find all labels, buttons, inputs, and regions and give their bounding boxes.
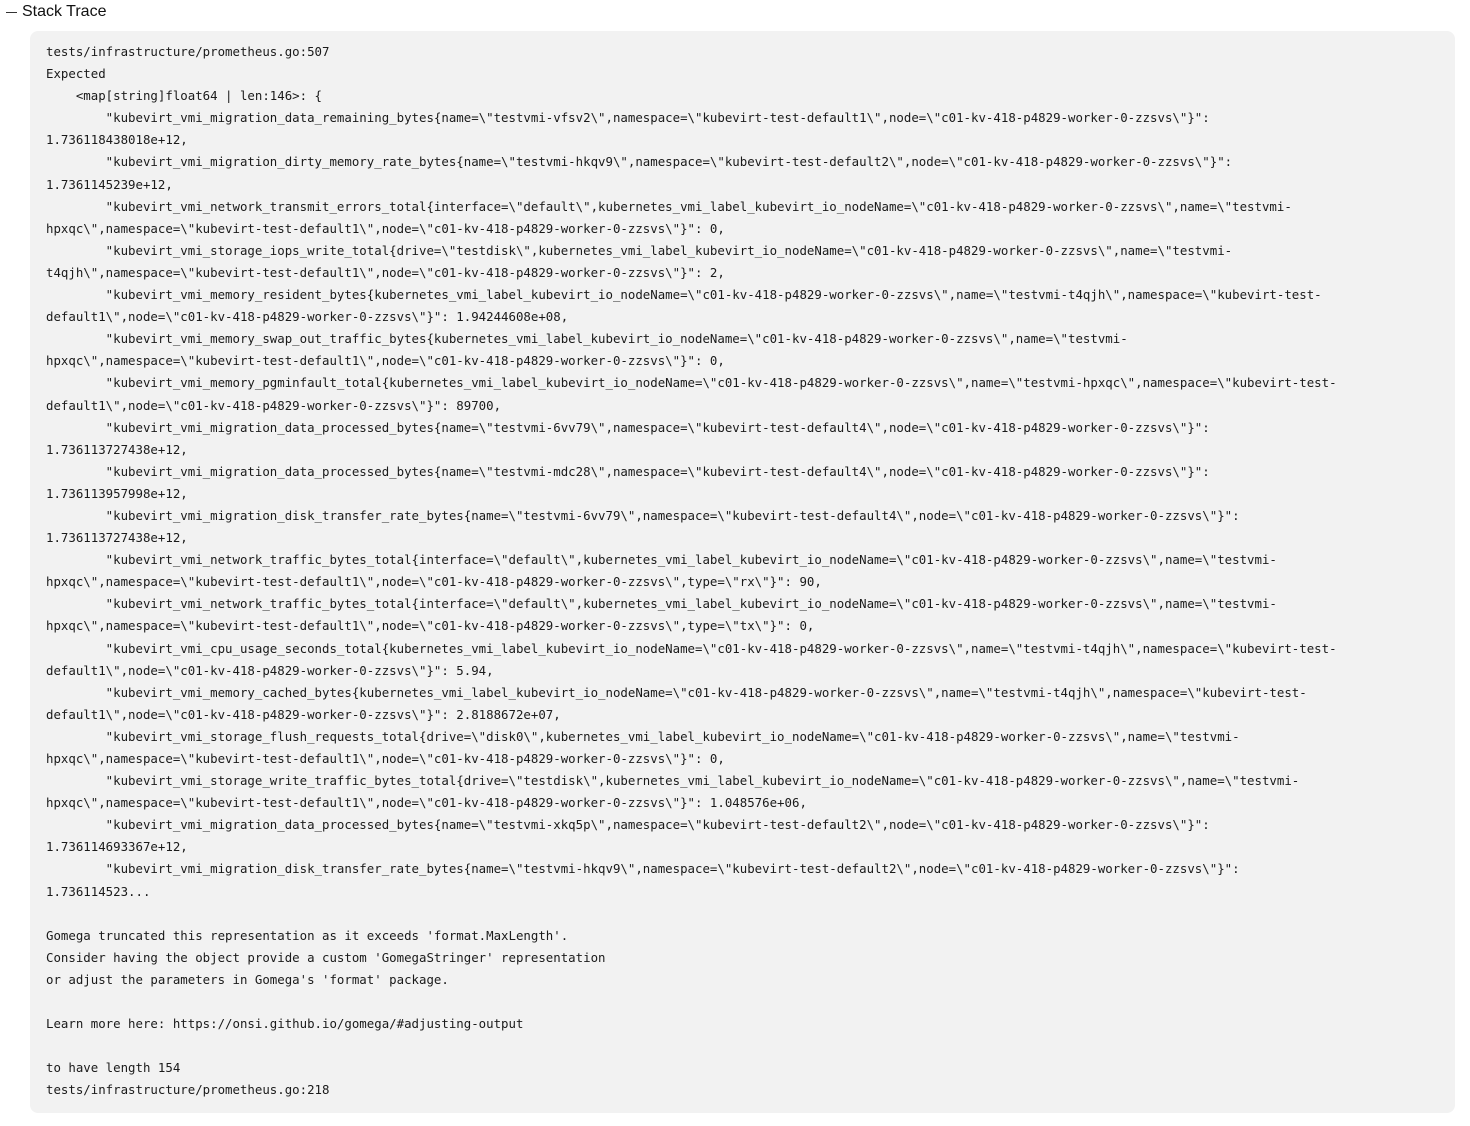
stack-trace-line: "kubevirt_vmi_storage_write_traffic_bytes_total{drive=\"testdisk\",kubernetes_vmi_label_kubevirt_io_nodeName=\"c01-kv-418-p4829-worker-0-zzsvs\",name=\"testvmi- — [46, 773, 1300, 789]
stack-trace-line: 1.736114523... — [46, 883, 151, 899]
stack-trace-text — [46, 41, 1439, 1102]
stack-trace-line: t4qjh\",namespace=\"kubevirt-test-default1\",node=\"c01-kv-418-p4829-worker-0-zzsvs\"}": 2, — [46, 264, 725, 280]
stack-trace-line: or adjust the parameters in Gomega's 'format' package. — [46, 971, 449, 987]
stack-trace-line: "kubevirt_vmi_migration_disk_transfer_rate_bytes{name=\"testvmi-hkqv9\",namespace=\"kubevirt-test-default2\",node=\"c01-kv-418-p4829-worker-0-zzsvs\"}": — [46, 861, 1240, 877]
stack-trace-line: "kubevirt_vmi_memory_cached_bytes{kubernetes_vmi_label_kubevirt_io_nodeName=\"c01-kv-418-p4829-worker-0-zzsvs\",name=\"testvmi-t4qjh\",namespace=\"kubevirt-test- — [46, 684, 1307, 700]
stack-trace-line: default1\",node=\"c01-kv-418-p4829-worker-0-zzsvs\"}": 2.8188672e+07, — [46, 706, 561, 722]
stack-trace-line: 1.736114693367e+12, — [46, 839, 188, 855]
stack-trace-line: hpxqc\",namespace=\"kubevirt-test-default1\",node=\"c01-kv-418-p4829-worker-0-zzsvs\",type=\"rx\"}": 90, — [46, 574, 822, 590]
stack-trace-line — [46, 1035, 1439, 1057]
stack-trace-line: "kubevirt_vmi_migration_dirty_memory_rate_bytes{name=\"testvmi-hkqv9\",namespace=\"kubevirt-test-default2\",node=\"c01-kv-418-p4829-worker-0-zzsvs\"}": — [46, 154, 1233, 170]
stack-trace-line: default1\",node=\"c01-kv-418-p4829-worker-0-zzsvs\"}": 1.94244608e+08, — [46, 309, 569, 325]
stack-trace-line: "kubevirt_vmi_migration_data_processed_bytes{name=\"testvmi-6vv79\",namespace=\"kubevirt-test-default4\",node=\"c01-kv-418-p4829-worker-0-zzsvs\"}": — [46, 419, 1210, 435]
stack-trace-line: "kubevirt_vmi_migration_data_remaining_bytes{name=\"testvmi-vfsv2\",namespace=\"kubevirt-test-default1\",node=\"c01-kv-418-p4829-worker-0-zzsvs\"}": — [46, 110, 1210, 126]
stack-trace-line: to have length 154 — [46, 1060, 181, 1076]
stack-trace-line: Gomega truncated this representation as it exceeds 'format.MaxLength'. — [46, 927, 569, 943]
stack-trace-line: "kubevirt_vmi_migration_data_processed_bytes{name=\"testvmi-xkq5p\",namespace=\"kubevirt-test-default2\",node=\"c01-kv-418-p4829-worker-0-zzsvs\"}": — [46, 817, 1210, 833]
stack-trace-line: hpxqc\",namespace=\"kubevirt-test-default1\",node=\"c01-kv-418-p4829-worker-0-zzsvs\"}": 0, — [46, 353, 725, 369]
stack-trace-line: Expected — [46, 66, 106, 82]
stack-trace-line: tests/infrastructure/prometheus.go:218 — [46, 1082, 330, 1098]
stack-trace-line: "kubevirt_vmi_network_traffic_bytes_total{interface=\"default\",kubernetes_vmi_label_kubevirt_io_nodeName=\"c01-kv-418-p4829-worker-0-zzsvs\",name=\"testvmi- — [46, 596, 1277, 612]
stack-trace-line: "kubevirt_vmi_memory_pgminfault_total{kubernetes_vmi_label_kubevirt_io_nodeName=\"c01-kv-418-p4829-worker-0-zzsvs\",name=\"testvmi-hpxqc\",namespace=\"kubevirt-test- — [46, 375, 1337, 391]
stack-trace-line — [46, 991, 1439, 1013]
stack-trace-line: "kubevirt_vmi_network_traffic_bytes_total{interface=\"default\",kubernetes_vmi_label_kubevirt_io_nodeName=\"c01-kv-418-p4829-worker-0-zzsvs\",name=\"testvmi- — [46, 552, 1277, 568]
stack-trace-line: default1\",node=\"c01-kv-418-p4829-worker-0-zzsvs\"}": 89700, — [46, 397, 502, 413]
stack-trace-line: 1.736113957998e+12, — [46, 485, 188, 501]
stack-trace-panel — [30, 31, 1455, 1113]
stack-trace-line: "kubevirt_vmi_storage_flush_requests_total{drive=\"disk0\",kubernetes_vmi_label_kubevirt_io_nodeName=\"c01-kv-418-p4829-worker-0-zzsvs\",name=\"testvmi- — [46, 728, 1240, 744]
stack-trace-line: hpxqc\",namespace=\"kubevirt-test-default1\",node=\"c01-kv-418-p4829-worker-0-zzsvs\"}": 0, — [46, 220, 725, 236]
stack-trace-line: "kubevirt_vmi_migration_data_processed_bytes{name=\"testvmi-mdc28\",namespace=\"kubevirt-test-default4\",node=\"c01-kv-418-p4829-worker-0-zzsvs\"}": — [46, 463, 1210, 479]
stack-trace-line: Consider having the object provide a custom 'GomegaStringer' representation — [46, 949, 606, 965]
stack-trace-line: 1.736113727438e+12, — [46, 441, 188, 457]
stack-trace-line: <map[string]float64 | len:146>: { — [46, 88, 323, 104]
stack-trace-line: "kubevirt_vmi_memory_resident_bytes{kubernetes_vmi_label_kubevirt_io_nodeName=\"c01-kv-418-p4829-worker-0-zzsvs\",name=\"testvmi-t4qjh\",namespace=\"kubevirt-test- — [46, 287, 1322, 303]
stack-trace-line: "kubevirt_vmi_storage_iops_write_total{drive=\"testdisk\",kubernetes_vmi_label_kubevirt_io_nodeName=\"c01-kv-418-p4829-worker-0-zzsvs\",name=\"testvmi- — [46, 242, 1233, 258]
stack-trace-header[interactable] — [6, 2, 106, 22]
stack-trace-line: 1.736118438018e+12, — [46, 132, 188, 148]
stack-trace-line: "kubevirt_vmi_cpu_usage_seconds_total{kubernetes_vmi_label_kubevirt_io_nodeName=\"c01-kv-418-p4829-worker-0-zzsvs\",name=\"testvmi-t4qjh\",namespace=\"kubevirt-test- — [46, 640, 1337, 656]
stack-trace-line: tests/infrastructure/prometheus.go:507 — [46, 44, 330, 59]
stack-trace-line: hpxqc\",namespace=\"kubevirt-test-default1\",node=\"c01-kv-418-p4829-worker-0-zzsvs\",type=\"tx\"}": 0, — [46, 618, 815, 634]
stack-trace-line: default1\",node=\"c01-kv-418-p4829-worker-0-zzsvs\"}": 5.94, — [46, 662, 494, 678]
stack-trace-line: Learn more here: https://onsi.github.io/gomega/#adjusting-output — [46, 1016, 524, 1032]
minus-icon[interactable] — [6, 12, 17, 14]
stack-trace-line: "kubevirt_vmi_memory_swap_out_traffic_bytes{kubernetes_vmi_label_kubevirt_io_nodeName=\"c01-kv-418-p4829-worker-0-zzsvs\",name=\"testvmi- — [46, 331, 1128, 347]
stack-trace-line — [46, 903, 1439, 925]
stack-trace-line: hpxqc\",namespace=\"kubevirt-test-default1\",node=\"c01-kv-418-p4829-worker-0-zzsvs\"}": 1.048576e+06, — [46, 795, 807, 811]
stack-trace-line: "kubevirt_vmi_network_transmit_errors_total{interface=\"default\",kubernetes_vmi_label_kubevirt_io_nodeName=\"c01-kv-418-p4829-worker-0-zzsvs\",name=\"testvmi- — [46, 198, 1292, 214]
stack-trace-line: hpxqc\",namespace=\"kubevirt-test-default1\",node=\"c01-kv-418-p4829-worker-0-zzsvs\"}": 0, — [46, 751, 725, 766]
section-title: Stack Trace — [22, 3, 107, 20]
stack-trace-line: "kubevirt_vmi_migration_disk_transfer_rate_bytes{name=\"testvmi-6vv79\",namespace=\"kubevirt-test-default4\",node=\"c01-kv-418-p4829-worker-0-zzsvs\"}": — [46, 507, 1240, 523]
stack-trace-line: 1.736113727438e+12, — [46, 530, 188, 546]
stack-trace-line: 1.7361145239e+12, — [46, 176, 173, 192]
